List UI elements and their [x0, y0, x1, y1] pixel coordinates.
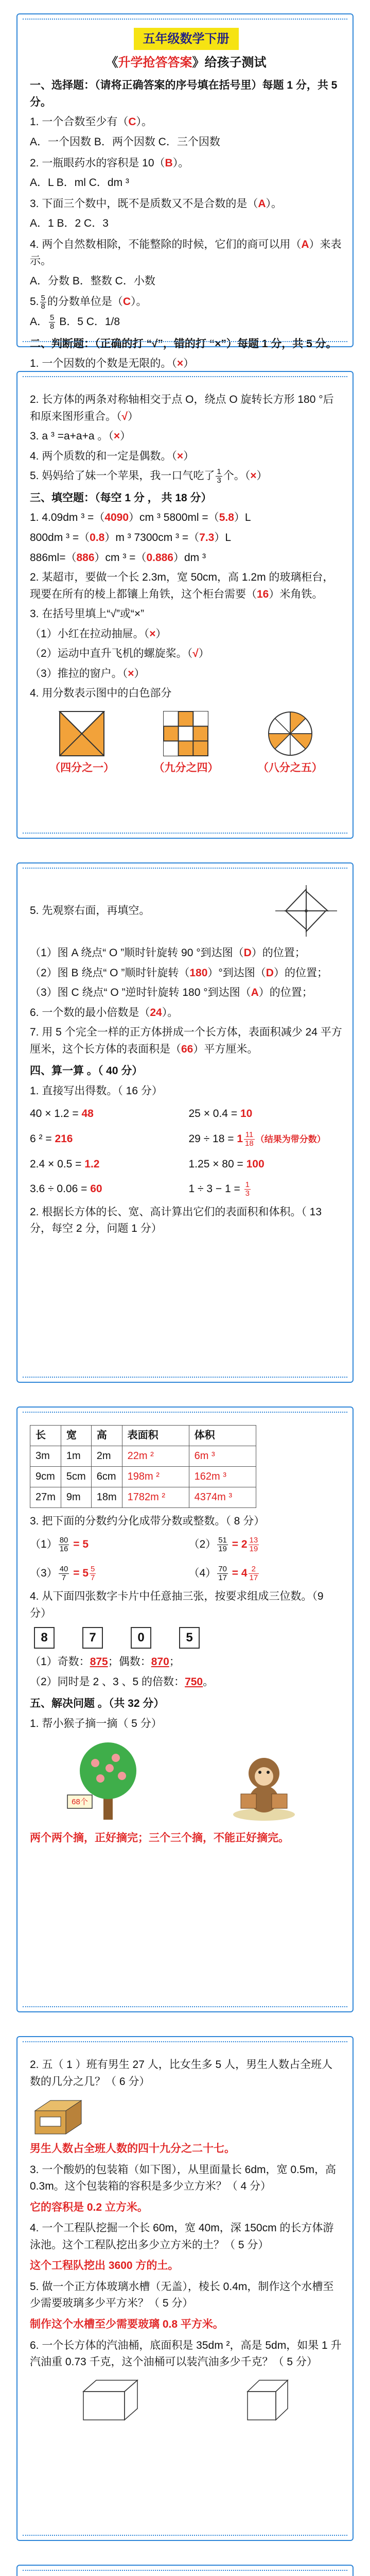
judge-q1: 1. 一个因数的个数是无限的。（×） [30, 358, 195, 370]
fill-q1c: 886ml=（886）cm ³ =（0.886）dm ³ [30, 551, 206, 564]
calc-row4-right: 1 ÷ 3 − 1 = $\frac{1}{3}$ [188, 1180, 250, 1198]
calc-q4a: （1）奇数：875；偶数：870； [30, 1656, 180, 1668]
calc-row1-left: 40 × 1.2 = 48 [30, 1108, 94, 1120]
section-5-title: 五、解决问题 。（共 32 分） [30, 1698, 165, 1710]
problem-q5-answer: 制作这个水槽至少需要玻璃 0.8 平方米。 [30, 2318, 224, 2331]
problem-q6: 6. 一个长方体的汽油桶，底面积是 35dm ²，高是 5dm，如果 1 升汽油重 0.73 千克，这个油桶可以装汽油多少千克？（ 5 分） [30, 2339, 342, 2368]
fraction-shapes [30, 710, 342, 777]
choice-q2-options: A．L B．ml C．dm ³ [30, 177, 129, 189]
grid-3x3-figure [163, 710, 209, 757]
fill-q6: 6. 一个数的最小倍数是（24）。 [30, 1006, 179, 1019]
yogurt-box-illustration [30, 2095, 86, 2137]
calc-row4-left: 3.6 ÷ 0.06 = 60 [30, 1183, 102, 1195]
table-row: 3m 1m 2m 22m ² 6m ³ [30, 1446, 256, 1467]
fill-q5: 5. 先观察右面，再填空。 [30, 904, 150, 917]
fill-q5a: （1）图 A 绕点“ O ”顺时针旋转 90 °到达图（D）的位置； [30, 947, 306, 959]
fraction-item-3: （3） $\frac{40}{7}$ = 5 $\frac{5}{7}$ [30, 1565, 95, 1583]
section-2-title: 二、判断题：（正确的打 “√”，错的打 “×”）每题 1 分，共 5 分。 [30, 337, 337, 350]
judge-q3: 3. a ³ =a+a+a 。（×） [30, 430, 131, 443]
number-cards [34, 1627, 342, 1649]
fill-q3b: （2）运动中直升飞机的螺旋桨。（√） [30, 648, 209, 660]
cube-illustration [242, 2376, 294, 2422]
shape-label-1: （四分之一） [49, 761, 115, 774]
card-section-3 [16, 862, 354, 1383]
subtitle: 《升学抢答答案》给孩子测试 [105, 56, 267, 70]
calc-row3-right: 1.25 × 80 = 100 [188, 1158, 265, 1170]
monkey-illustration [220, 1742, 308, 1825]
calc-q2-title: 2. 根据长方体的长、宽、高计算出它们的表面积和体积。（ 13 分，每空 2 分，问题 1 分） [30, 1206, 322, 1235]
calc-row2-left: 6 ² = 216 [30, 1132, 73, 1145]
circle-eighths-figure [267, 710, 313, 757]
number-card: 5 [179, 1627, 200, 1649]
box-row [30, 2095, 342, 2137]
page-title: 五年级数学下册 [134, 28, 239, 50]
square-diagonals-figure [59, 710, 105, 757]
fraction-item-1: （1） $\frac{80}{16}$ = 5 [30, 1535, 89, 1553]
sign-text: 68个 [71, 1798, 88, 1807]
judge-q5: 5. 妈妈给了妹一个苹果，我一口气吃了 $\frac{1}{3}$ 个。（×） [30, 467, 268, 485]
choice-q5: 5. $\frac{5}{8}$ 的分数单位是（C）。 [30, 293, 147, 311]
card-section-5 [16, 2036, 354, 2541]
fill-q5c: （3）图 C 绕点“ O ”逆时针旋转 180 °到达图（A）的位置； [30, 987, 313, 999]
fill-q7: 7. 用 5 个完全一样的正方体拼成一个长方体，表面积减少 24 平方厘米，这个长方体的表面积是（66）平方厘米。 [30, 1026, 342, 1055]
choice-q1: 1. 一个合数至少有（C）。 [30, 116, 153, 128]
fill-q2: 2. 某超市，要做一个长 2.3m，宽 50cm，高 1.2m 的玻璃柜台，现要在所有的棱上都镶上角铁，这个柜台需要（16）米角铁。 [30, 571, 334, 600]
fraction-item-2: （2） $\frac{51}{19}$ = 2 $\frac{13}{19}$ [188, 1535, 258, 1553]
number-card: 7 [82, 1627, 103, 1649]
problem-q4: 4. 一个工程队挖掘一个长 60m，宽 40m，深 150cm 的长方体游泳池。这个工程队挖出多少立方米的土？（ 5 分） [30, 2222, 334, 2251]
fill-q5b: （2）图 B 绕点“ O ”顺时针旋转（180）°到达图（D）的位置； [30, 967, 328, 979]
calc-row2-right: 29 ÷ 18 = 1 $\frac{11}{18}$ （结果为带分数） [188, 1130, 326, 1148]
dimension-table [30, 1425, 256, 1508]
problem-q1: 1. 帮小猴子摘一摘（ 5 分） [30, 1717, 162, 1730]
shape-quarter [49, 710, 114, 777]
number-card: 8 [34, 1627, 55, 1649]
calc-q3-title: 3. 把下面的分数约分化成带分数或整数。（ 8 分） [30, 1515, 265, 1527]
subtitle-red: 升学抢答答案 [118, 56, 192, 70]
problem-q1-answer: 两个两个摘，正好摘完；三个三个摘，不能正好摘完。 [30, 1832, 289, 1844]
card-section-2 [16, 371, 354, 839]
monkey-scene [30, 1737, 342, 1825]
calc-row1-right: 25 × 0.4 = 10 [188, 1108, 253, 1120]
title-bar [30, 28, 342, 50]
choice-q3: 3. 下面三个数中，既不是质数又不是合数的是（A）。 [30, 197, 283, 210]
choice-q1-options: A．一个因数 B．两个因数 C．三个因数 [30, 136, 220, 148]
fill-q4: 4. 用分数表示图中的白色部分 [30, 687, 172, 700]
calc-grid [30, 1103, 342, 1201]
fraction-grid [30, 1533, 342, 1585]
peach-tree-illustration [64, 1737, 152, 1825]
choice-q2: 2. 一瓶眼药水的容积是 10（B）。 [30, 157, 189, 169]
cuboid-illustration [78, 2376, 145, 2422]
number-card: 0 [131, 1627, 151, 1649]
section-3-title: 三、填空题：（每空 1 分 ， 共 18 分） [30, 492, 212, 504]
table-row: 27m 9m 18m 1782m ² 4374m ³ [30, 1487, 256, 1508]
choice-q4: 4. 两个自然数相除，不能整除的时候，它们的商可以用（A）来表示。 [30, 238, 342, 267]
judge-q2: 2. 长方体的两条对称轴相交于点 O，绕点 O 旋转长方形 180 °后和原来图形重合。（√） [30, 394, 334, 422]
card-section-4 [16, 1406, 354, 2012]
table-row: 9cm 5cm 6cm 198m ² 162m ³ [30, 1467, 256, 1487]
judge-q4: 4. 两个质数的和一定是偶数。（×） [30, 450, 195, 462]
fill-q3c: （3）推拉的窗户。（×） [30, 667, 145, 680]
rotation-question [30, 880, 342, 942]
fill-q3: 3. 在括号里填上“√”或“×” [30, 608, 145, 620]
problem-q3-answer: 它的容积是 0.2 立方米。 [30, 2201, 148, 2213]
rotation-figure [270, 880, 342, 942]
fill-q1a: 1. 4.09dm ³ =（4090）cm ³ 5800ml =（5.8）L [30, 512, 251, 524]
calc-row3-left: 2.4 × 0.5 = 1.2 [30, 1158, 100, 1170]
shape-nine [153, 710, 218, 777]
section-4-title: 四、算一算 。（ 40 分） [30, 1065, 143, 1077]
shape-octagon [258, 710, 323, 777]
problem-q3: 3. 一个酸奶的包装箱（如下图），从里面量长 6dm，宽 0.5m，高 0.3m。这个包装箱的容积是多少立方米？（ 4 分） [30, 2163, 337, 2193]
card-section-1 [16, 13, 354, 370]
problem-q5: 5. 做一个正方体玻璃水槽（无盖），棱长 0.4m，制作这个水槽至少需要玻璃多少平方米？（ 5 分） [30, 2280, 334, 2310]
fraction-item-4: （4） $\frac{70}{17}$ = 4 $\frac{2}{17}$ [188, 1565, 258, 1583]
card-section-6 [16, 2565, 354, 2576]
shape-label-2: （九分之四） [153, 761, 219, 774]
calc-q4-title: 4. 从下面四张数字卡片中任意抽三张，按要求组成三位数。（9 分） [30, 1590, 324, 1619]
calc-q1-title: 1. 直接写出得数。（ 16 分） [30, 1084, 163, 1097]
choice-q4-options: A．分数 B．整数 C．小数 [30, 275, 155, 287]
choice-q5-options: A． $\frac{5}{8}$ B．5 C．1/8 [30, 313, 120, 331]
fill-q3a: （1）小红在拉动抽屉。（×） [30, 628, 167, 640]
problem-q2: 2. 五（ 1 ）班有男生 27 人，比女生多 5 人，男生人数占全班人数的几分之几？（ 6 分） [30, 2059, 333, 2088]
problem-q2-answer: 男生人数占全班人数的四十九分之二十七。 [30, 2143, 235, 2155]
fill-q1b: 800dm ³ =（0.8）m ³ 7300cm ³ =（7.3）L [30, 531, 232, 544]
calc-q4b: （2）同时是 2 、3 、5 的倍数：750。 [30, 1675, 214, 1688]
section-1-title: 一、选择题：（请将正确答案的序号填在括号里）每题 1 分，共 5 分。 [30, 79, 338, 108]
problem-q4-answer: 这个工程队挖出 3600 方的土。 [30, 2260, 179, 2272]
choice-q3-options: A．1 B．2 C．3 [30, 217, 109, 230]
shape-label-3: （八分之五） [257, 761, 323, 774]
cube-row [30, 2376, 342, 2422]
table-header-row: 长 宽 高 表面积 体积 [30, 1426, 256, 1446]
